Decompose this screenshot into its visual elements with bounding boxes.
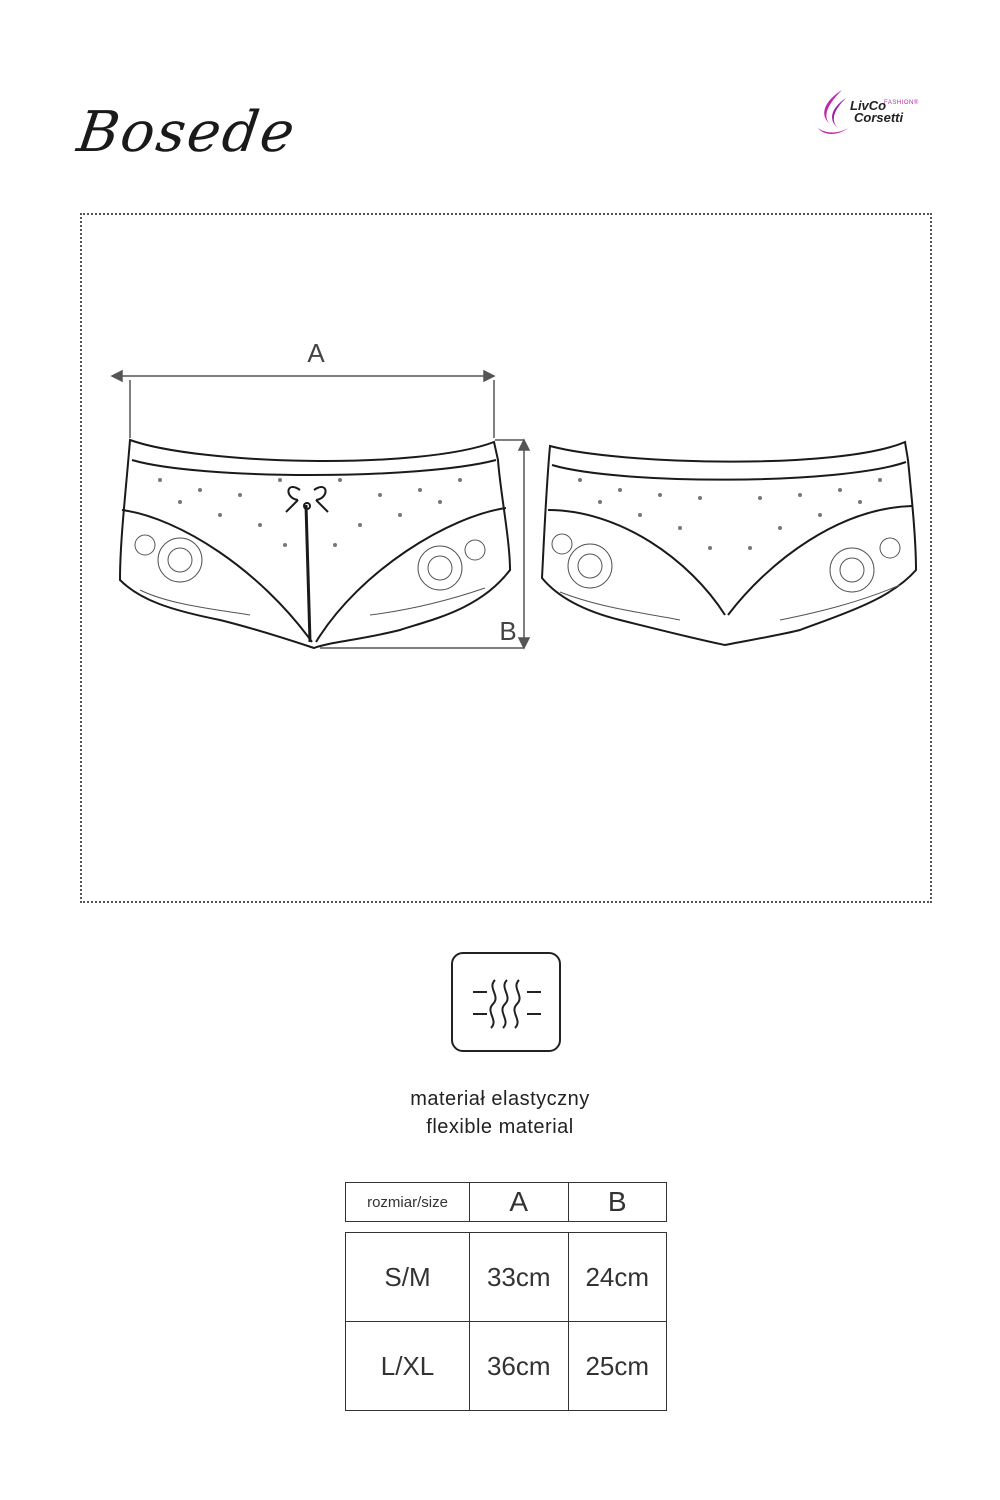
front-dot-pattern [158,478,462,547]
brand-swoosh-icon [812,84,852,140]
cell-b: 25cm [568,1322,667,1411]
product-title: Bosede [73,100,301,165]
garment-front [120,440,510,648]
header-b: B [568,1183,667,1222]
dimension-a-arrow [112,371,494,438]
cell-size: S/M [346,1233,470,1322]
table-row [346,1233,667,1322]
stretch-icon [451,952,561,1052]
size-table-header [346,1183,667,1222]
back-lace-pattern [552,534,900,620]
brand-name-corsetti: Corsetti [854,110,904,125]
material-label-en: flexible material [426,1116,574,1138]
cell-b: 24cm [568,1233,667,1322]
header-a: A [470,1183,568,1222]
table-row [346,1322,667,1411]
cell-size: L/XL [346,1322,470,1411]
dimension-a-label: A [307,338,325,368]
size-table [345,1182,667,1411]
dimension-b-label: B [499,616,517,646]
cell-a: 33cm [470,1233,568,1322]
cell-a: 36cm [470,1322,568,1411]
garment-illustration [100,330,930,660]
brand-name-fashion: FASHION® [884,100,919,106]
brand-name-livco: LivCo [850,98,887,113]
back-dot-pattern [578,478,882,550]
garment-back [542,442,916,645]
brand-logo [812,84,922,140]
header-size: rozmiar/size [346,1183,470,1222]
material-label-pl: materiał elastyczny [410,1088,590,1110]
